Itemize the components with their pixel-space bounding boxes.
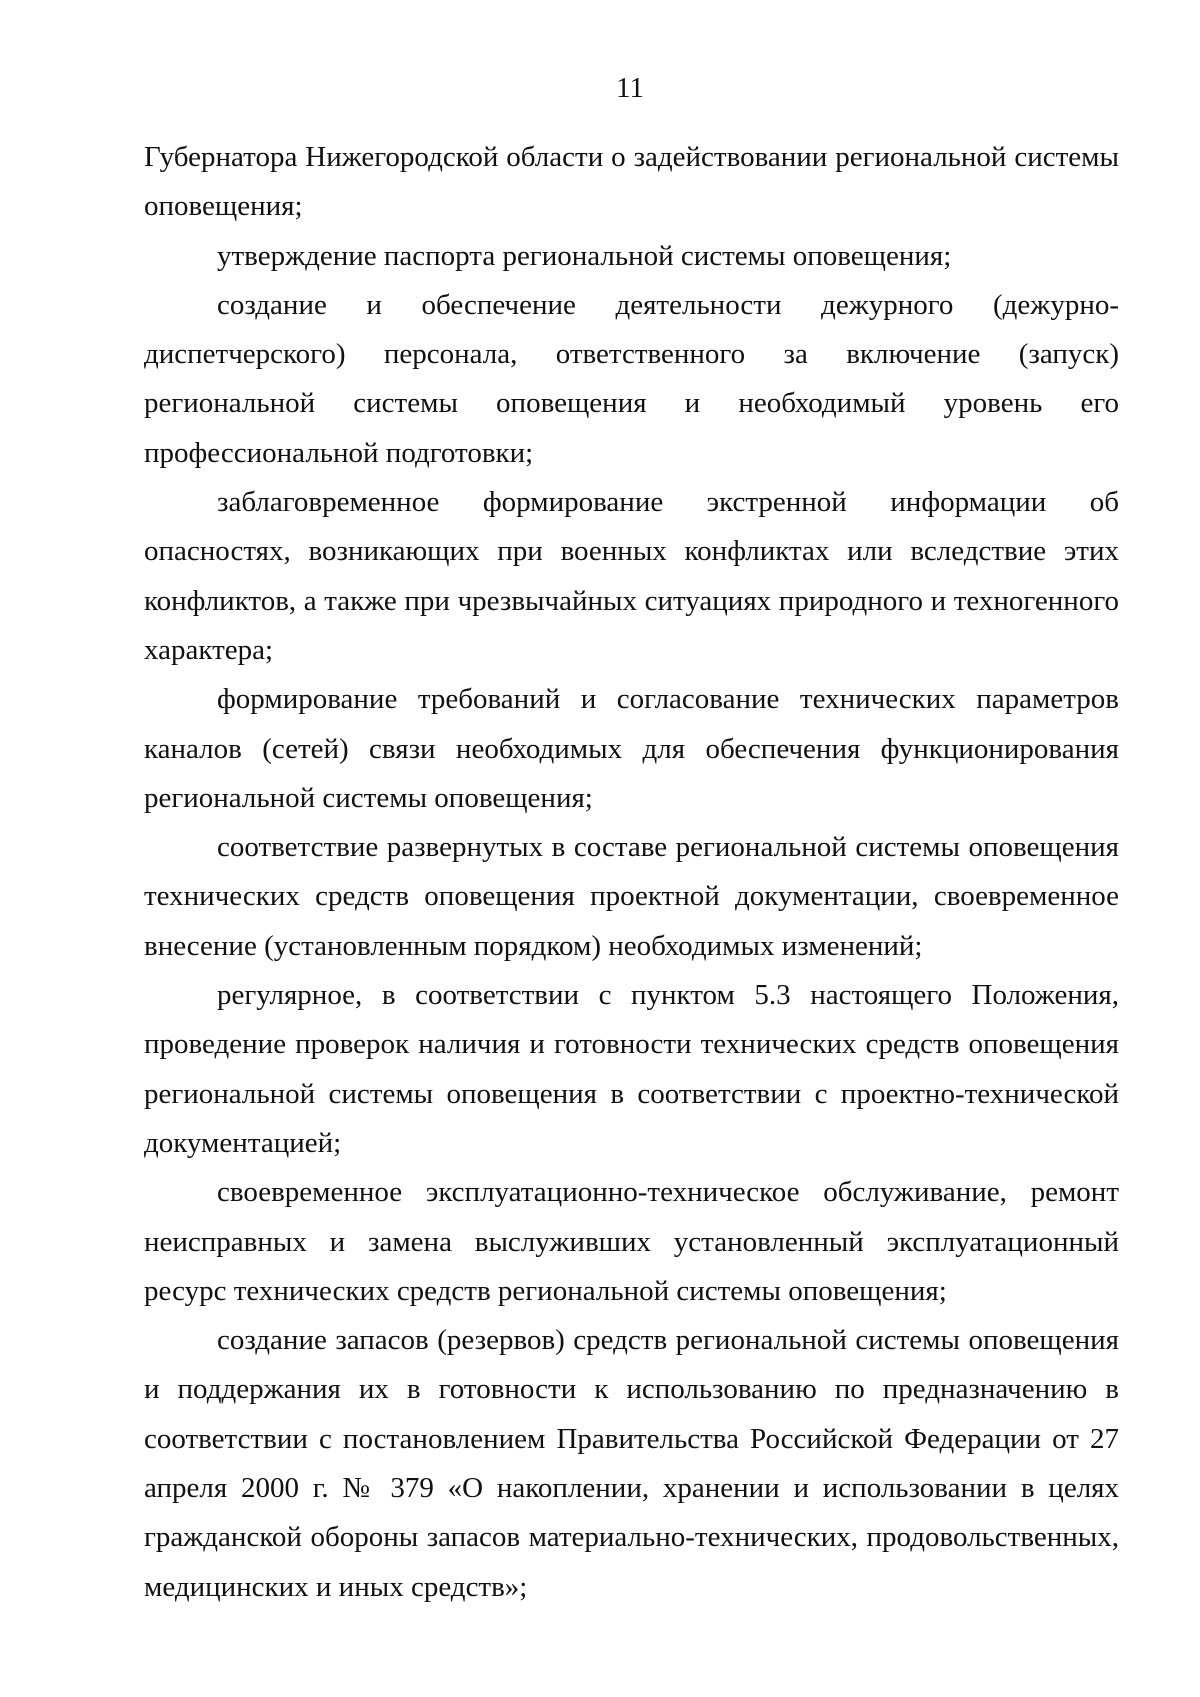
paragraph: Губернатора Нижегородской области о задействовании региональной системы оповещения; — [144, 141, 1119, 223]
document-body — [144, 133, 1119, 1612]
paragraph: утверждение паспорта региональной системы оповещения; — [217, 239, 952, 272]
paragraph: создание запасов (резервов) средств региональной системы оповещения и поддержания их в готовности к использованию по предназначению в соответствии с постановлением Правительства Российской Федерации от 27 апреля 2000 г. № 379 «О накоплении, хранении и использовании в целях гражданской обороны запасов материально-технических, продовольственных, медицинских и иных средств»; — [144, 1324, 1119, 1603]
paragraph: соответствие развернутых в составе региональной системы оповещения технических средств оповещения проектной документации, своевременное внесение (установленным порядком) необходимых изменений; — [144, 831, 1119, 962]
paragraph: заблаговременное формирование экстренной информации об опасностях, возникающих при военных конфликтах или вследствие этих конфликтов, а также при чрезвычайных ситуациях природного и техногенного характера; — [144, 486, 1119, 666]
paragraph: формирование требований и согласование технических параметров каналов (сетей) связи необходимых для обеспечения функционирования региональной системы оповещения; — [144, 683, 1119, 814]
paragraph: регулярное, в соответствии с пунктом 5.3 настоящего Положения, проведение проверок наличия и готовности технических средств оповещения региональной системы оповещения в соответствии с проектно-технической документацией; — [144, 979, 1119, 1159]
paragraph: создание и обеспечение деятельности дежурного (дежурно-диспетчерского) персонала, ответственного за включение (запуск) региональной системы оповещения и необходимый уровень его профессиональной подготовки; — [144, 288, 1119, 469]
page-number: 11 — [616, 72, 644, 104]
paragraph: своевременное эксплуатационно-техническое обслуживание, ремонт неисправных и замена выслуживших установленный эксплуатационный ресурс технических средств региональной системы оповещения; — [144, 1176, 1119, 1307]
